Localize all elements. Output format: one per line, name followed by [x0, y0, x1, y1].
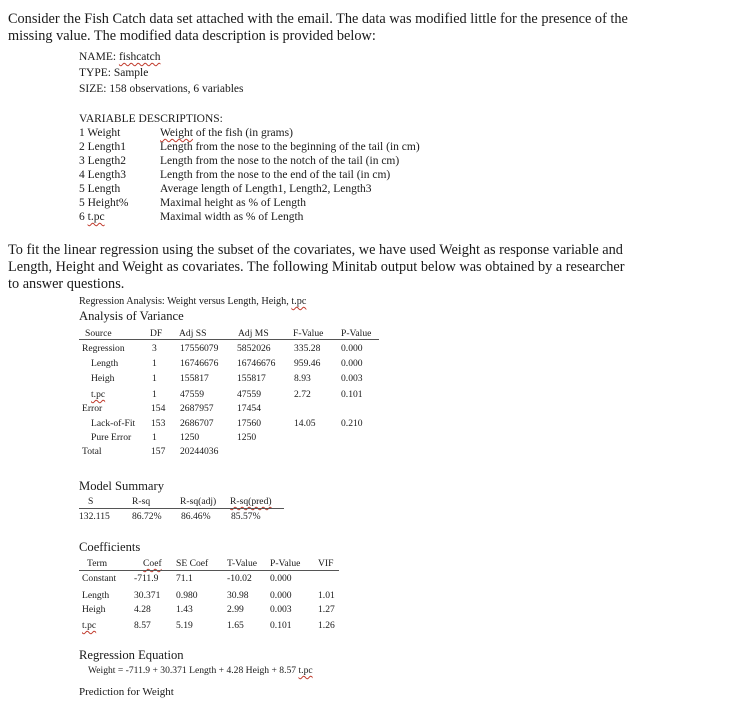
dataset-type: TYPE: Sample — [79, 67, 149, 79]
table-cell: 30.98 — [227, 590, 249, 601]
table-cell: t.pc — [91, 389, 106, 400]
summary-header: R-sq(adj) — [180, 496, 217, 507]
anova-heading: Analysis of Variance — [79, 309, 184, 323]
variable-num: 5 Height% — [79, 197, 129, 209]
task-line-3: to answer questions. — [8, 276, 125, 292]
table-cell: 16746676 — [237, 358, 276, 369]
table-cell: 0.000 — [341, 343, 363, 354]
table-cell: 0.000 — [341, 358, 363, 369]
summary-value: 132.115 — [79, 511, 110, 522]
table-cell: 16746676 — [180, 358, 219, 369]
variable-num: 6 t.pc — [79, 211, 105, 223]
coef-header-rule — [79, 570, 339, 571]
table-cell: 30.371 — [134, 590, 161, 601]
table-cell: 20244036 — [180, 446, 219, 457]
variable-desc: Length from the nose to the end of the tail (in cm) — [160, 169, 391, 181]
coefficients-heading: Coefficients — [79, 540, 141, 554]
regression-equation: Weight = -711.9 + 30.371 Length + 4.28 Heigh + 8.57 t.pc — [88, 665, 313, 676]
table-cell: 17454 — [237, 403, 261, 414]
table-cell: 0.000 — [270, 573, 292, 584]
coef-header: P-Value — [270, 558, 301, 569]
table-cell: 0.101 — [341, 389, 363, 400]
summary-value: 85.57% — [231, 511, 261, 522]
table-cell: 335.28 — [294, 343, 321, 354]
variable-num: 5 Length — [79, 183, 121, 195]
summary-heading: Model Summary — [79, 479, 165, 493]
anova-header-rule — [79, 339, 379, 340]
table-cell: 0.210 — [341, 418, 363, 429]
summary-value: 86.72% — [132, 511, 162, 522]
dataset-name: NAME: fishcatch — [79, 51, 161, 63]
summary-header: R-sq(pred) — [230, 496, 272, 507]
table-cell: Heigh — [82, 604, 106, 615]
table-cell: 8.57 — [134, 620, 151, 631]
anova-header: Adj SS — [179, 328, 207, 339]
summary-header: R-sq — [132, 496, 151, 507]
table-cell: 71.1 — [176, 573, 193, 584]
variable-desc: Length from the nose to the notch of the tail (in cm) — [160, 155, 400, 167]
summary-header: S — [88, 496, 94, 507]
variable-desc: Maximal width as % of Length — [160, 211, 304, 223]
table-cell: Heigh — [91, 373, 115, 384]
table-cell: Error — [82, 403, 103, 414]
variable-desc: Average length of Length1, Length2, Length3 — [160, 183, 372, 195]
table-cell: 4.28 — [134, 604, 151, 615]
table-cell: -711.9 — [134, 573, 159, 584]
table-cell: Total — [82, 446, 102, 457]
table-cell: 155817 — [180, 373, 209, 384]
table-cell: Constant — [82, 573, 117, 584]
table-cell: 1 — [152, 432, 157, 443]
table-cell: 2686707 — [180, 418, 214, 429]
table-cell: 1.43 — [176, 604, 193, 615]
table-cell: 1250 — [237, 432, 257, 443]
table-cell: 1.27 — [318, 604, 335, 615]
table-cell: 959.46 — [294, 358, 321, 369]
table-cell: 17556079 — [180, 343, 219, 354]
table-cell: Lack-of-Fit — [91, 418, 136, 429]
table-cell: 1 — [152, 373, 157, 384]
task-line-1: To fit the linear regression using the subset of the covariates, we have used Weight as response variable and — [8, 242, 623, 258]
table-cell: 1.65 — [227, 620, 244, 631]
table-cell: Pure Error — [91, 432, 132, 443]
anova-header: DF — [150, 328, 163, 339]
table-cell: 153 — [151, 418, 166, 429]
variable-desc: Weight of the fish (in grams) — [160, 127, 293, 139]
coef-header: Coef — [143, 558, 162, 569]
coef-header: T-Value — [227, 558, 258, 569]
table-cell: 157 — [151, 446, 166, 457]
coef-header: Term — [87, 558, 108, 569]
table-cell: 2.99 — [227, 604, 244, 615]
table-cell: 3 — [152, 343, 157, 354]
anova-header: P-Value — [341, 328, 372, 339]
table-cell: Length — [82, 590, 110, 601]
equation-heading: Regression Equation — [79, 648, 184, 662]
dataset-size: SIZE: 158 observations, 6 variables — [79, 83, 244, 95]
table-cell: 1 — [152, 358, 157, 369]
table-cell: 1 — [152, 389, 157, 400]
anova-header: Source — [85, 328, 112, 339]
intro-line-1: Consider the Fish Catch data set attached with the email. The data was modified little for the presence of the — [8, 11, 628, 27]
table-cell: 2687957 — [180, 403, 214, 414]
table-cell: 0.000 — [270, 590, 292, 601]
anova-header: F-Value — [293, 328, 324, 339]
variable-desc: Length from the nose to the beginning of the tail (in cm) — [160, 141, 420, 153]
table-cell: 0.003 — [341, 373, 363, 384]
coef-header: VIF — [318, 558, 334, 569]
table-cell: 5.19 — [176, 620, 193, 631]
intro-line-2: missing value. The modified data description is provided below: — [8, 28, 376, 44]
table-cell: 14.05 — [294, 418, 316, 429]
table-cell: 154 — [151, 403, 166, 414]
table-cell: 17560 — [237, 418, 261, 429]
table-cell: t.pc — [82, 620, 97, 631]
table-cell: 0.003 — [270, 604, 292, 615]
table-cell: 1250 — [180, 432, 200, 443]
variable-num: 3 Length2 — [79, 155, 126, 167]
table-cell: 1.26 — [318, 620, 335, 631]
table-cell: 0.980 — [176, 590, 198, 601]
table-cell: Length — [91, 358, 119, 369]
variable-desc: Maximal height as % of Length — [160, 197, 306, 209]
table-cell: 8.93 — [294, 373, 311, 384]
table-cell: Regression — [82, 343, 125, 354]
summary-header-rule — [79, 508, 284, 509]
table-cell: 47559 — [180, 389, 204, 400]
anova-header: Adj MS — [238, 328, 269, 339]
table-cell: -10.02 — [227, 573, 252, 584]
variable-num: 4 Length3 — [79, 169, 126, 181]
regression-title: Regression Analysis: Weight versus Length, Heigh, t.pc — [79, 296, 307, 307]
variables-heading: VARIABLE DESCRIPTIONS: — [79, 113, 223, 125]
variable-num: 2 Length1 — [79, 141, 126, 153]
table-cell: 47559 — [237, 389, 261, 400]
task-line-2: Length, Height and Weight as covariates. The following Minitab output below was obtained by a researcher — [8, 259, 625, 275]
table-cell: 5852026 — [237, 343, 271, 354]
coef-header: SE Coef — [176, 558, 209, 569]
variable-num: 1 Weight — [79, 127, 121, 139]
table-cell: 1.01 — [318, 590, 335, 601]
summary-value: 86.46% — [181, 511, 211, 522]
table-cell: 0.101 — [270, 620, 292, 631]
table-cell: 155817 — [237, 373, 266, 384]
prediction-heading: Prediction for Weight — [79, 686, 174, 698]
table-cell: 2.72 — [294, 389, 311, 400]
